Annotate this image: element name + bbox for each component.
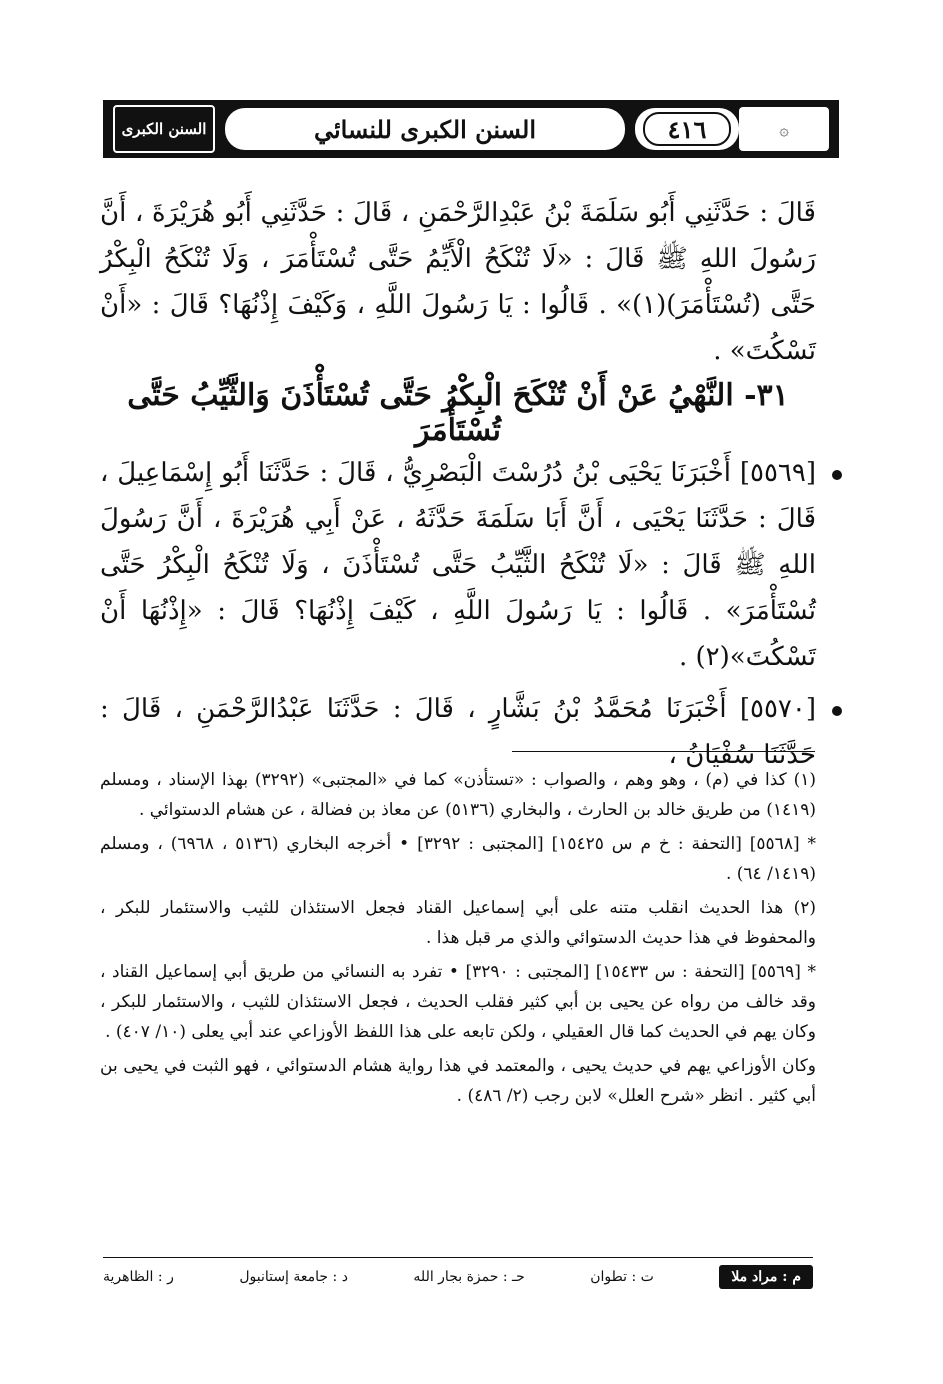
siglum-item: د : جامعة إستانبول bbox=[239, 1269, 348, 1285]
hadith-5569 bbox=[100, 450, 816, 680]
book-emblem-text: السنن الكبرى bbox=[121, 120, 207, 138]
top-paragraph: قَالَ : حَدَّثَنِي أَبُو سَلَمَةَ بْنُ عَبْدِالرَّحْمَنِ ، قَالَ : حَدَّثَنِي أَبُو هُرَيْرَةَ ، أَنَّ رَسُولَ اللهِ ﷺ قَالَ : «لَا تُنْكَحُ الْأَيِّمُ حَتَّى تُسْتَأْمَرَ ، وَلَا تُنْكَحُ الْبِكْرُ حَتَّى (تُسْتَأْمَرَ)(١)» . قَالُوا : يَا رَسُولَ اللَّهِ ، وَكَيْفَ إِذْنُهَا؟ قَالَ : «أَنْ تَسْكُتَ» . bbox=[100, 198, 816, 366]
ornament-icon: ۞ bbox=[739, 107, 829, 151]
bullet-icon bbox=[832, 470, 842, 480]
page-number-frame bbox=[643, 112, 731, 146]
hadith-text: [٥٥٦٩] أَخْبَرَنَا يَحْيَى بْنُ دُرُسْتَ الْبَصْرِيُّ ، قَالَ : حَدَّثَنَا أَبُو إِسْمَاعِيلَ ، قَالَ : حَدَّثَنَا يَحْيَى ، أَنَّ أَبَا سَلَمَةَ حَدَّثَهُ ، عَنْ أَبِي هُرَيْرَةَ ، أَنَّ رَسُولَ اللهِ ﷺ قَالَ : «لَا تُنْكَحُ الثَّيِّبُ حَتَّى تُسْتَأْذَنَ ، وَلَا تُنْكَحُ الْبِكْرُ حَتَّى تُسْتَأْمَرَ» . قَالُوا : يَا رَسُولَ اللَّهِ ، كَيْفَ إِذْنُهَا؟ قَالَ : «إِذْنُهَا أَنْ تَسْكُتَ»(٢) . bbox=[100, 458, 816, 672]
siglum-main: م : مراد ملا bbox=[719, 1265, 813, 1289]
footnote-5568: * [٥٥٦٨] [التحفة : خ م س ١٥٤٢٥] [المجتبى : ٣٢٩٢] • أخرجه البخاري (٥١٣٦ ، ٦٩٦٨) ، ومسلم (١٤١٩/ ٦٤) . bbox=[100, 834, 817, 884]
footnotes bbox=[100, 765, 816, 1115]
siglum-item: ت : تطوان bbox=[590, 1269, 654, 1285]
footnote-2: (٢) هذا الحديث انقلب متنه على أبي إسماعيل القناد فجعل الاستئذان للثيب والاستئمار للبكر ، والمحفوظ في هذا حديث الدستوائي والذي مر قبل هذا . bbox=[100, 898, 816, 948]
bottom-divider bbox=[103, 1257, 813, 1258]
chapter-heading: ٣١- النَّهْيُ عَنْ أَنْ تُنْكَحَ الْبِكْرُ حَتَّى تُسْتَأْذَنَ وَالثَّيِّبُ حَتَّى تُسْتَأْمَرَ bbox=[127, 378, 789, 448]
siglum-item: ر : الظاهرية bbox=[103, 1269, 174, 1285]
hadith-text: [٥٥٧٠] أَخْبَرَنَا مُحَمَّدُ بْنُ بَشَّارٍ ، قَالَ : حَدَّثَنَا عَبْدُالرَّحْمَنِ ، قَالَ : حَدَّثَنَا سُفْيَانُ ، bbox=[100, 694, 816, 770]
page-header bbox=[103, 100, 839, 158]
siglum-item: حـ : حمزة بجار الله bbox=[413, 1269, 525, 1285]
page-number-box bbox=[635, 108, 739, 150]
manuscript-sigla-bar bbox=[103, 1262, 813, 1292]
bullet-icon bbox=[832, 706, 842, 716]
page-number: ٤١٦ bbox=[667, 114, 707, 144]
book-title bbox=[225, 108, 625, 150]
footnote-divider bbox=[512, 751, 815, 752]
footnote-5569: * [٥٥٦٩] [التحفة : س ١٥٤٣٣] [المجتبى : ٣٢٩٠] • تفرد به النسائي من طريق أبي إسماعيل القناد ، وقد خالف من رواه عن يحيى بن أبي كثير فقلب الحديث ، فجعل الاستئذان للثيب ، والاستئمار للبكر ، وكان يهم في الحديث كما قال العقيلي ، ولكن تابعه على هذا اللفظ الأوزاعي عند أبي يعلى (١٠/ ٤٠٧) . bbox=[100, 962, 816, 1042]
footnote-1: (١) كذا في (م) ، وهو وهم ، والصواب : «تستأذن» كما في «المجتبى» (٣٢٩٢) بهذا الإسناد ، ومسلم (١٤١٩) من طريق خالد بن الحارث ، والبخاري (٥١٣٦) عن معاذ بن فضالة ، عن هشام الدستوائي . bbox=[100, 770, 816, 820]
footnote-continuation: وكان الأوزاعي يهم في حديث يحيى ، والمعتمد في هذا رواية هشام الدستوائي ، فهو الثبت في يحيى بن أبي كثير . انظر «شرح العلل» لابن رجب (٢/ ٤٨٦) . bbox=[100, 1056, 816, 1106]
book-title-text: السنن الكبرى للنسائي bbox=[313, 114, 537, 144]
book-emblem bbox=[113, 105, 215, 153]
